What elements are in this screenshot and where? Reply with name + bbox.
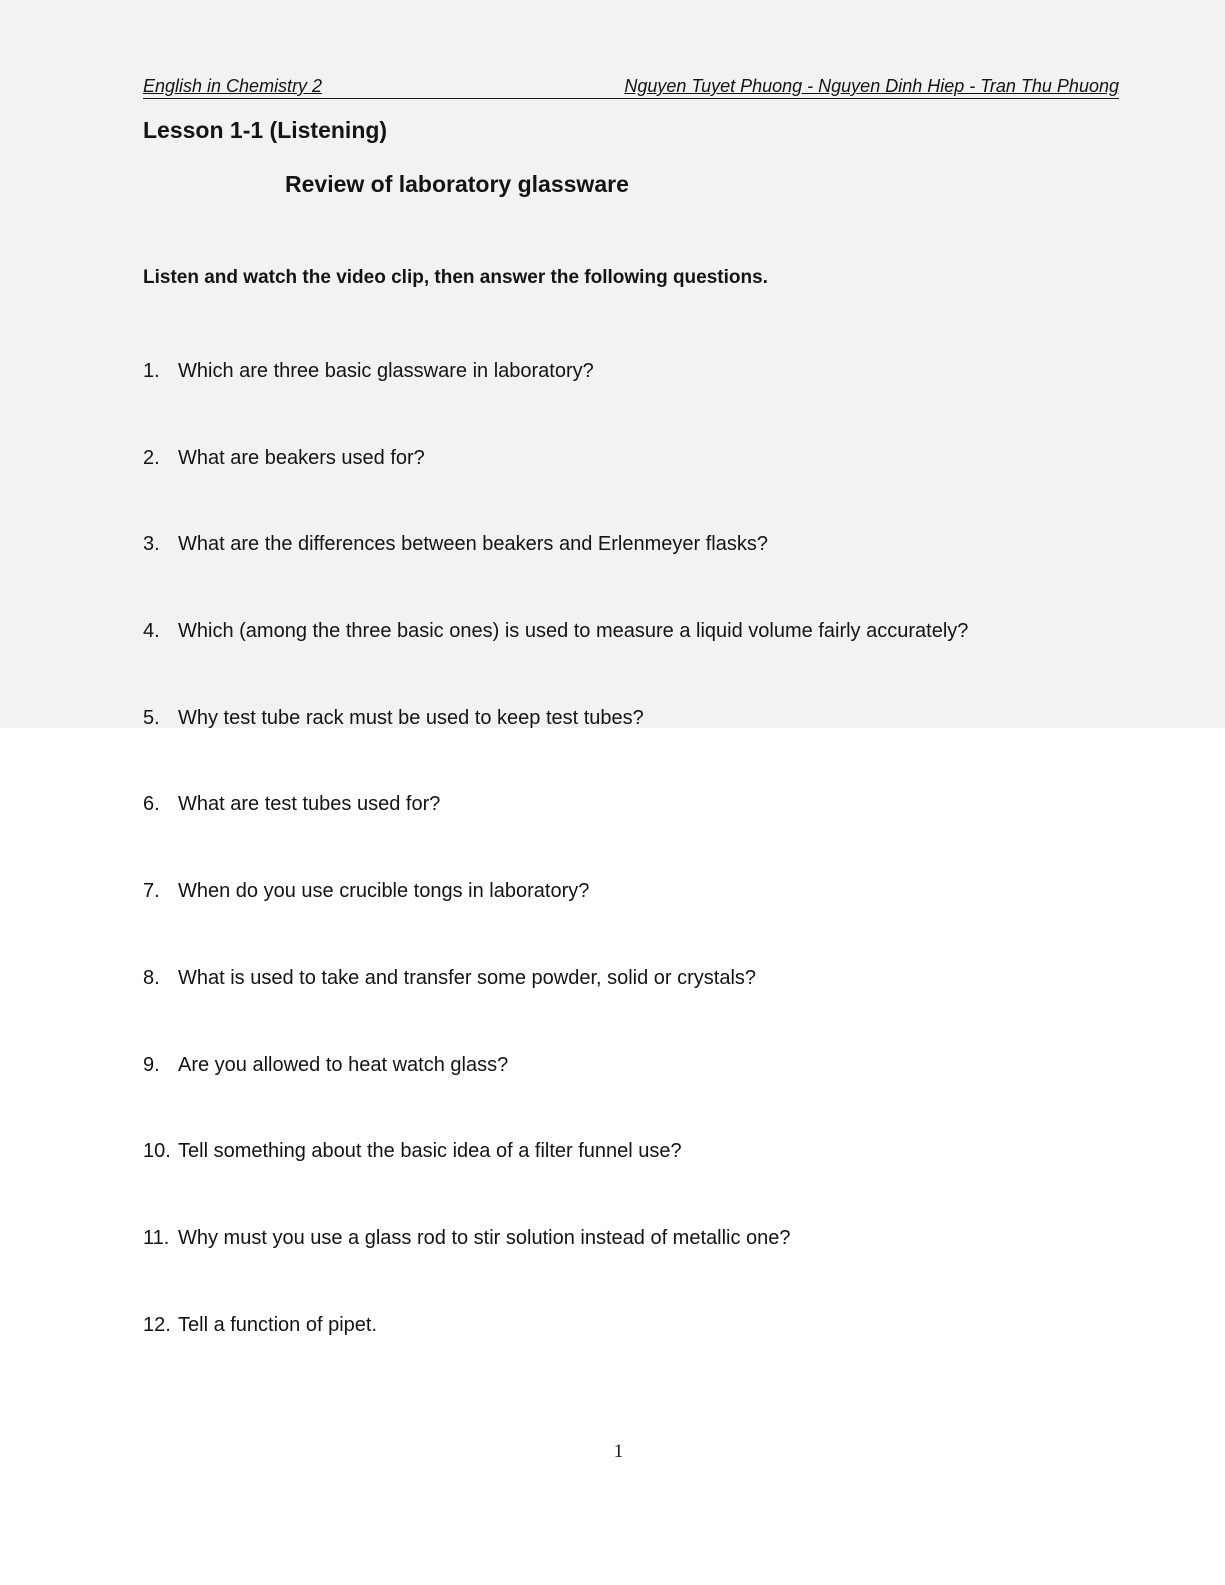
- question-text: Which (among the three basic ones) is used to measure a liquid volume fairly accurately?: [178, 620, 969, 643]
- question-item: [143, 1138, 968, 1225]
- question-text: What is used to take and transfer some powder, solid or crystals?: [178, 966, 757, 989]
- question-text: Tell a function of pipet.: [178, 1313, 378, 1336]
- question-number: 11.: [143, 1226, 170, 1249]
- question-list: [143, 358, 968, 1398]
- question-text: Tell something about the basic idea of a filter funnel use?: [178, 1140, 682, 1163]
- question-text: What are test tubes used for?: [178, 793, 441, 816]
- question-text: Which are three basic glassware in laboratory?: [178, 360, 594, 382]
- question-number: 1.: [143, 360, 160, 382]
- document-title: Review of laboratory glassware: [285, 171, 629, 197]
- question-item: [143, 531, 968, 618]
- question-number: 4.: [143, 620, 160, 643]
- question-item: [143, 1225, 968, 1312]
- question-item: [143, 791, 968, 878]
- question-item: [143, 878, 968, 965]
- question-text: Are you allowed to heat watch glass?: [178, 1053, 509, 1076]
- question-text: When do you use crucible tongs in laboratory?: [178, 880, 590, 903]
- question-item: [143, 445, 968, 532]
- question-item: [143, 358, 968, 445]
- question-text: What are the differences between beakers and Erlenmeyer flasks?: [178, 533, 768, 556]
- header-authors: Nguyen Tuyet Phuong - Nguyen Dinh Hiep - Tran Thu Phuong: [624, 76, 1119, 96]
- lesson-title: Lesson 1-1 (Listening): [143, 117, 388, 143]
- question-item: [143, 1312, 968, 1399]
- question-number: 9.: [143, 1053, 160, 1076]
- question-text: Why must you use a glass rod to stir solution instead of metallic one?: [178, 1226, 791, 1249]
- question-number: 10.: [143, 1140, 171, 1163]
- question-item: [143, 705, 968, 792]
- question-item: [143, 618, 968, 705]
- instruction-text: Listen and watch the video clip, then answer the following questions.: [143, 267, 768, 288]
- question-text: Why test tube rack must be used to keep test tubes?: [178, 706, 644, 729]
- question-number: 7.: [143, 880, 160, 903]
- page-header: [143, 74, 1119, 99]
- question-text: What are beakers used for?: [178, 446, 425, 469]
- question-number: 12.: [143, 1313, 171, 1336]
- question-number: 3.: [143, 533, 160, 556]
- question-item: [143, 965, 968, 1052]
- header-course-title: English in Chemistry 2: [143, 76, 323, 96]
- question-number: 5.: [143, 706, 160, 729]
- question-number: 6.: [143, 793, 160, 816]
- question-number: 2.: [143, 446, 160, 469]
- question-item: [143, 1052, 968, 1139]
- page-number: 1: [613, 1441, 624, 1462]
- question-number: 8.: [143, 966, 160, 989]
